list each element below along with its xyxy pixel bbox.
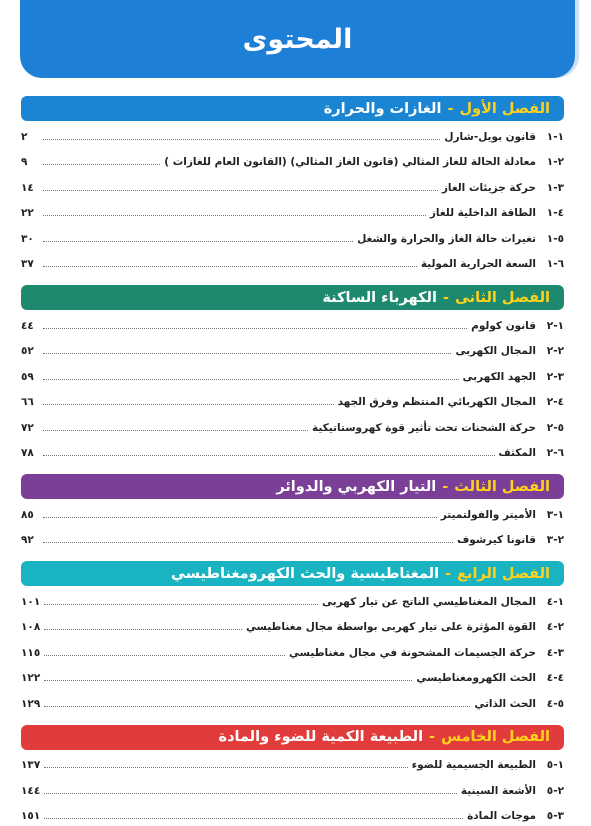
entry-page-number: ٧٨: [21, 447, 39, 463]
entry-number: ٥-١: [540, 233, 564, 249]
toc-entry[interactable]: [21, 336, 564, 362]
chapter-name: الطبيعة الكمية للضوء والمادة: [219, 729, 424, 745]
entry-number: ١-٣: [540, 509, 564, 525]
entry-title: تغيرات حالة الغاز والحرارة والشغل: [357, 233, 536, 249]
dot-leader: [43, 328, 467, 329]
entry-number: ٢-٥: [540, 785, 564, 801]
toc-entry[interactable]: [21, 223, 564, 249]
entry-title: الأشعة السينية: [461, 785, 536, 801]
entry-title: المجال الكهربى: [455, 345, 536, 361]
chapter-separator: -: [443, 290, 449, 306]
entry-number: ٥-٤: [540, 698, 564, 714]
chapter-gap: [0, 714, 591, 725]
entry-page-number: ٢: [21, 131, 39, 147]
toc-entry[interactable]: [21, 438, 564, 464]
entry-page-number: ١٢٢: [21, 672, 40, 688]
entry-number: ٦-١: [540, 258, 564, 274]
entry-page-number: ٢٢: [21, 207, 39, 223]
entry-page-number: ٨٥: [21, 509, 39, 525]
entry-page-number: ٥٢: [21, 345, 39, 361]
entry-page-number: ١٠٨: [21, 621, 40, 637]
dot-leader: [44, 629, 242, 630]
toc-entry[interactable]: [21, 612, 564, 638]
entry-number: ١-١: [540, 131, 564, 147]
toc-entry[interactable]: [21, 663, 564, 689]
chapter-gap: [0, 274, 591, 285]
chapter-number: الفصل الأول: [460, 101, 551, 117]
entry-page-number: ١٤٤: [21, 785, 40, 801]
dot-leader: [43, 404, 334, 405]
entry-page-number: ١٥١: [21, 810, 40, 826]
chapter-header: [21, 561, 564, 586]
toc-entry[interactable]: [21, 387, 564, 413]
entry-number: ٢-٣: [540, 534, 564, 550]
chapter-gap: [0, 550, 591, 561]
entry-page-number: ١٢٩: [21, 698, 40, 714]
entry-number: ٥-٢: [540, 422, 564, 438]
dot-leader: [43, 353, 451, 354]
chapter-name: الكهرباء الساكنة: [322, 290, 437, 306]
toc-title-banner: [20, 0, 575, 78]
entry-page-number: ٧٢: [21, 422, 39, 438]
chapter-number: الفصل الرابع: [457, 566, 550, 582]
dot-leader: [44, 604, 318, 605]
entry-title: المجال المغناطيسي الناتج عن تيار كهربى: [322, 596, 536, 612]
entry-number: ٣-٥: [540, 810, 564, 826]
chapter-separator: -: [445, 566, 451, 582]
entry-page-number: ١٤: [21, 182, 39, 198]
chapter-number: الفصل الثالث: [454, 479, 550, 495]
dot-leader: [43, 266, 417, 267]
entry-title: الطاقة الداخلية للغاز: [430, 207, 536, 223]
chapter-header: [21, 725, 564, 750]
entry-page-number: ٤٤: [21, 320, 39, 336]
toc-entry[interactable]: [21, 147, 564, 173]
entry-page-number: ٩: [21, 156, 39, 172]
entry-number: ٣-٢: [540, 371, 564, 387]
toc-entry[interactable]: [21, 198, 564, 224]
chapter-name: الغازات والحرارة: [324, 101, 442, 117]
toc-entry[interactable]: [21, 801, 564, 826]
toc-entry[interactable]: [21, 775, 564, 801]
toc-entry[interactable]: [21, 361, 564, 387]
chapter-header: [21, 96, 564, 121]
entry-title: موجات المادة: [467, 810, 536, 826]
entry-page-number: ٣٠: [21, 233, 39, 249]
chapter-header: [21, 474, 564, 499]
chapter-section: [0, 725, 591, 826]
entry-title: الحث الذاتي: [474, 698, 536, 714]
entry-number: ٤-١: [540, 207, 564, 223]
chapter-header: [21, 285, 564, 310]
toc-entry[interactable]: [21, 121, 564, 147]
entry-number: ٢-٢: [540, 345, 564, 361]
dot-leader: [43, 517, 437, 518]
dot-leader: [44, 767, 408, 768]
entry-page-number: ١١٥: [21, 647, 40, 663]
chapter-number: الفصل الثانى: [455, 290, 550, 306]
chapter-section: [0, 96, 591, 274]
dot-leader: [44, 818, 463, 819]
dot-leader: [44, 793, 457, 794]
toc-entry[interactable]: [21, 586, 564, 612]
entry-title: الطبيعة الجسيمية للضوء: [412, 759, 536, 775]
toc-entry[interactable]: [21, 750, 564, 776]
table-of-contents: [0, 96, 591, 826]
entry-title: قانونا كيرشوف: [457, 534, 536, 550]
dot-leader: [43, 215, 426, 216]
dot-leader: [43, 379, 459, 380]
chapter-section: [0, 474, 591, 550]
entry-number: ٣-٤: [540, 647, 564, 663]
entry-title: حركة الشحنات تحت تأثير قوة كهروستاتيكية: [312, 422, 536, 438]
chapter-separator: -: [429, 729, 435, 745]
dot-leader: [43, 164, 160, 165]
dot-leader: [43, 542, 453, 543]
toc-entry[interactable]: [21, 310, 564, 336]
dot-leader: [43, 190, 438, 191]
page-title: المحتوى: [243, 24, 353, 55]
toc-entry[interactable]: [21, 525, 564, 551]
toc-entry[interactable]: [21, 412, 564, 438]
dot-leader: [43, 139, 440, 140]
entry-page-number: ٩٢: [21, 534, 39, 550]
chapter-section: [0, 561, 591, 714]
dot-leader: [44, 680, 412, 681]
entry-page-number: ٦٦: [21, 396, 39, 412]
entry-number: ٤-٤: [540, 672, 564, 688]
entry-title: المكثف: [499, 447, 536, 463]
entry-number: ٣-١: [540, 182, 564, 198]
entry-number: ٤-٢: [540, 396, 564, 412]
toc-entry[interactable]: [21, 688, 564, 714]
toc-entry[interactable]: [21, 637, 564, 663]
entry-title: الأميتر والفولتميتر: [441, 509, 536, 525]
entry-number: ١-٥: [540, 759, 564, 775]
entry-number: ١-٢: [540, 320, 564, 336]
entry-title: الحث الكهرومغناطيسي: [416, 672, 536, 688]
chapter-separator: -: [442, 479, 448, 495]
entry-page-number: ١٣٧: [21, 759, 40, 775]
entry-title: القوة المؤثرة على تيار كهربى بواسطة مجال مغناطيسي: [246, 621, 536, 637]
dot-leader: [43, 455, 495, 456]
entry-title: الجهد الكهربى: [463, 371, 536, 387]
chapter-number: الفصل الخامس: [441, 729, 550, 745]
toc-entry[interactable]: [21, 499, 564, 525]
entry-title: معادلة الحالة للغاز المثالي (قانون الغاز المثالي) (القانون العام للغازات ): [164, 156, 536, 172]
dot-leader: [43, 241, 353, 242]
dot-leader: [44, 655, 285, 656]
entry-title: حركة جزيئات الغاز: [442, 182, 536, 198]
chapter-separator: -: [447, 101, 453, 117]
dot-leader: [44, 706, 470, 707]
entry-page-number: ٣٧: [21, 258, 39, 274]
entry-title: قانون بويل-شارل: [444, 131, 536, 147]
entry-page-number: ٥٩: [21, 371, 39, 387]
chapter-gap: [0, 463, 591, 474]
toc-entry[interactable]: [21, 249, 564, 275]
entry-title: المجال الكهربائي المنتظم وفرق الجهد: [338, 396, 536, 412]
chapter-name: المغناطيسية والحث الكهرومغناطيسي: [171, 566, 439, 582]
toc-entry[interactable]: [21, 172, 564, 198]
entry-number: ٢-٤: [540, 621, 564, 637]
chapter-section: [0, 285, 591, 463]
entry-page-number: ١٠١: [21, 596, 40, 612]
dot-leader: [43, 430, 308, 431]
entry-number: ٦-٢: [540, 447, 564, 463]
entry-title: السعة الحرارية المولية: [421, 258, 536, 274]
chapter-name: التيار الكهربي والدوائر: [276, 479, 436, 495]
entry-title: قانون كولوم: [471, 320, 536, 336]
entry-number: ٢-١: [540, 156, 564, 172]
entry-title: حركة الجسيمات المشحونة في مجال مغناطيسي: [289, 647, 536, 663]
entry-number: ١-٤: [540, 596, 564, 612]
